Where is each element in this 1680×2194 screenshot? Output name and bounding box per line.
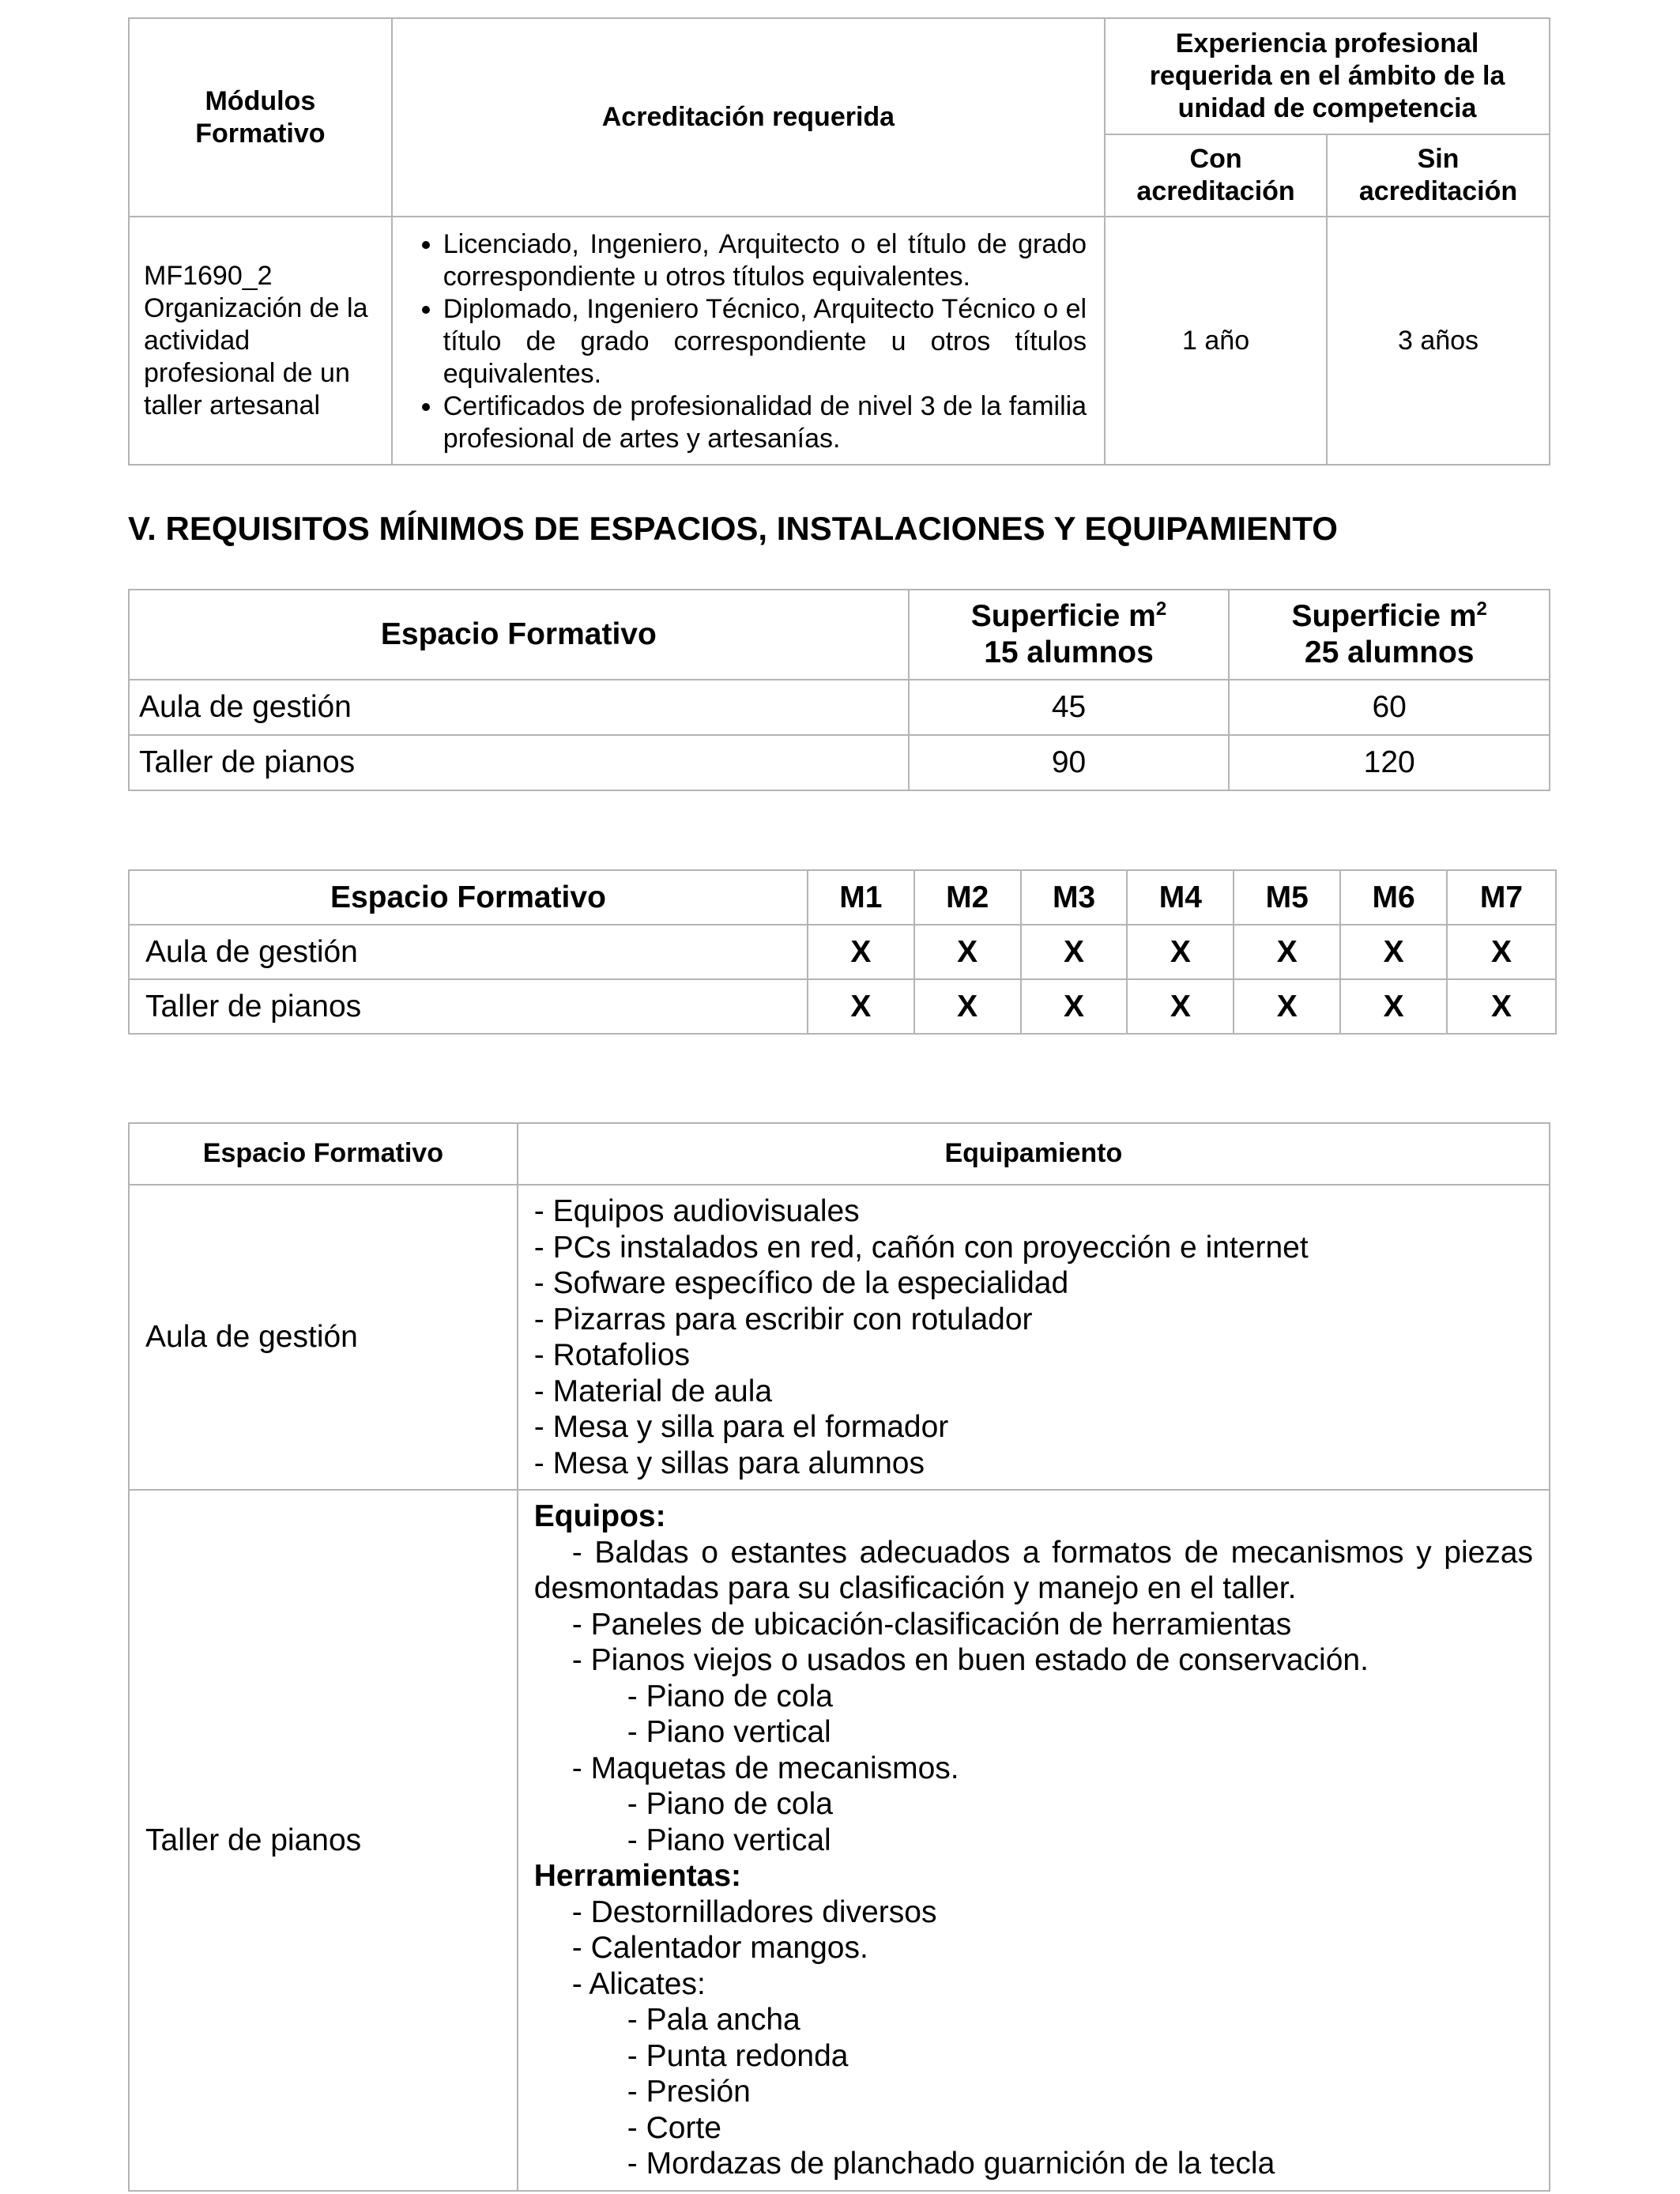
header-espacio: Espacio Formativo (129, 870, 808, 925)
header-experiencia: Experiencia profesional requerida en el ámbito de la unidad de competencia (1105, 18, 1550, 134)
list-item: - Piano vertical (627, 1715, 831, 1749)
table-row (129, 1185, 1550, 1490)
header-espacio: Espacio Formativo (129, 1123, 518, 1185)
herramientas-heading: Herramientas: (533, 1859, 742, 1893)
header-sin-acreditacion: Sin acreditación (1327, 134, 1550, 217)
header-m7: M7 (1447, 870, 1556, 925)
list-item: - Pala ancha (627, 2003, 800, 2037)
section-title: V. REQUISITOS MÍNIMOS DE ESPACIOS, INSTALACIONES Y EQUIPAMIENTO (128, 510, 1338, 547)
list-item: - Paneles de ubicación-clasificación de herramientas (571, 1607, 1292, 1642)
mark-cell: X (1234, 925, 1340, 979)
header-con-acreditacion: Con acreditación (1105, 134, 1327, 217)
list-item: - Mordazas de planchado guarnición de la tecla (627, 2147, 1275, 2181)
header-m5: M5 (1234, 870, 1340, 925)
mark-cell: X (1234, 979, 1340, 1034)
mark-cell: X (1127, 925, 1234, 979)
mark-cell: X (1021, 925, 1128, 979)
value-cell: 45 (909, 680, 1230, 735)
con-acreditacion-value: 1 año (1105, 217, 1327, 465)
header-acreditacion: Acreditación requerida (392, 18, 1105, 217)
list-item: - Calentador mangos. (571, 1931, 868, 1965)
list-item: - Mesa y silla para el formador (533, 1410, 949, 1444)
table-row (129, 735, 1550, 790)
equipment-table (128, 1122, 1550, 2192)
list-item: - Destornilladores diversos (571, 1894, 937, 1929)
table-row (129, 925, 1556, 979)
list-item: - Pizarras para escribir con rotulador (533, 1302, 1033, 1336)
equipos-heading: Equipos: (533, 1499, 666, 1533)
espacio-cell: Taller de pianos (129, 1490, 518, 2191)
mark-cell: X (1021, 979, 1128, 1034)
header-equipamiento: Equipamiento (518, 1123, 1550, 1185)
list-item: • Diplomado, Ingeniero Técnico, Arquitecto Técnico o el título de grado correspondiente u otros títulos equivalentes. (443, 293, 1087, 390)
espacio-cell: Taller de pianos (129, 735, 909, 790)
mark-cell: X (808, 979, 914, 1034)
list-item: - Baldas o estantes adecuados a formatos de mecanismos y piezas desmontadas para su clasificación y manejo en el taller. (533, 1535, 1533, 1605)
list-item: - Piano de cola (627, 1679, 833, 1713)
acreditacion-list (405, 228, 1087, 455)
acreditacion-cell (392, 217, 1105, 465)
list-item: - Mesa y sillas para alumnos (533, 1446, 925, 1480)
list-item: - Material de aula (533, 1374, 773, 1408)
mark-cell: X (914, 925, 1021, 979)
list-item: - Punta redonda (627, 2038, 849, 2073)
header-m4: M4 (1127, 870, 1234, 925)
list-item: - Alicates: (571, 1966, 706, 2001)
sin-acreditacion-value: 3 años (1327, 217, 1550, 465)
espacio-cell: Aula de gestión (129, 1185, 518, 1490)
mark-cell: X (1447, 925, 1556, 979)
header-modulos: Módulos Formativo (129, 18, 392, 217)
header-m6: M6 (1340, 870, 1447, 925)
espacio-cell: Aula de gestión (129, 680, 909, 735)
mark-cell: X (1127, 979, 1234, 1034)
espacio-cell: Aula de gestión (129, 925, 808, 979)
list-item: - PCs instalados en red, cañón con proyección e internet (533, 1230, 1309, 1265)
list-item: - Sofware específico de la especialidad (533, 1266, 1069, 1300)
mark-cell: X (914, 979, 1021, 1034)
modulo-cell: MF1690_2 Organización de la actividad profesional de un taller artesanal (129, 217, 392, 465)
list-item: - Piano vertical (627, 1823, 831, 1857)
mark-cell: X (1340, 979, 1447, 1034)
list-item: - Piano de cola (627, 1787, 833, 1821)
list-item: - Corte (627, 2110, 721, 2145)
list-item: - Rotafolios (533, 1338, 691, 1372)
mark-cell: X (1447, 979, 1556, 1034)
value-cell: 60 (1229, 680, 1550, 735)
list-item: • Licenciado, Ingeniero, Arquitecto o el título de grado correspondiente u otros títulos equivalentes. (443, 228, 1087, 293)
value-cell: 120 (1229, 735, 1550, 790)
header-m1: M1 (808, 870, 914, 925)
header-espacio: Espacio Formativo (129, 590, 909, 680)
header-superficie-15: Superficie $m^2$ 15 alumnos (909, 590, 1230, 680)
list-item: - Maquetas de mecanismos. (571, 1751, 959, 1785)
mark-cell: X (808, 925, 914, 979)
header-m3: M3 (1021, 870, 1128, 925)
equipamiento-cell (518, 1185, 1550, 1490)
list-item: - Pianos viejos o usados en buen estado de conservación. (571, 1643, 1369, 1677)
list-item: - Presión (627, 2075, 751, 2109)
value-cell: 90 (909, 735, 1230, 790)
mark-cell: X (1340, 925, 1447, 979)
table-row (129, 680, 1550, 735)
header-superficie-25: Superficie $m^2$ 25 alumnos (1229, 590, 1550, 680)
modules-table (128, 869, 1557, 1035)
table-row (129, 979, 1556, 1034)
table-row (129, 1490, 1550, 2191)
surface-table (128, 589, 1550, 791)
header-m2: M2 (914, 870, 1021, 925)
list-item: • Certificados de profesionalidad de nivel 3 de la familia profesional de artes y artesanías. (443, 390, 1087, 455)
equipamiento-cell (518, 1490, 1550, 2191)
espacio-cell: Taller de pianos (129, 979, 808, 1034)
accreditation-table (128, 17, 1550, 466)
list-item: - Equipos audiovisuales (533, 1194, 860, 1228)
